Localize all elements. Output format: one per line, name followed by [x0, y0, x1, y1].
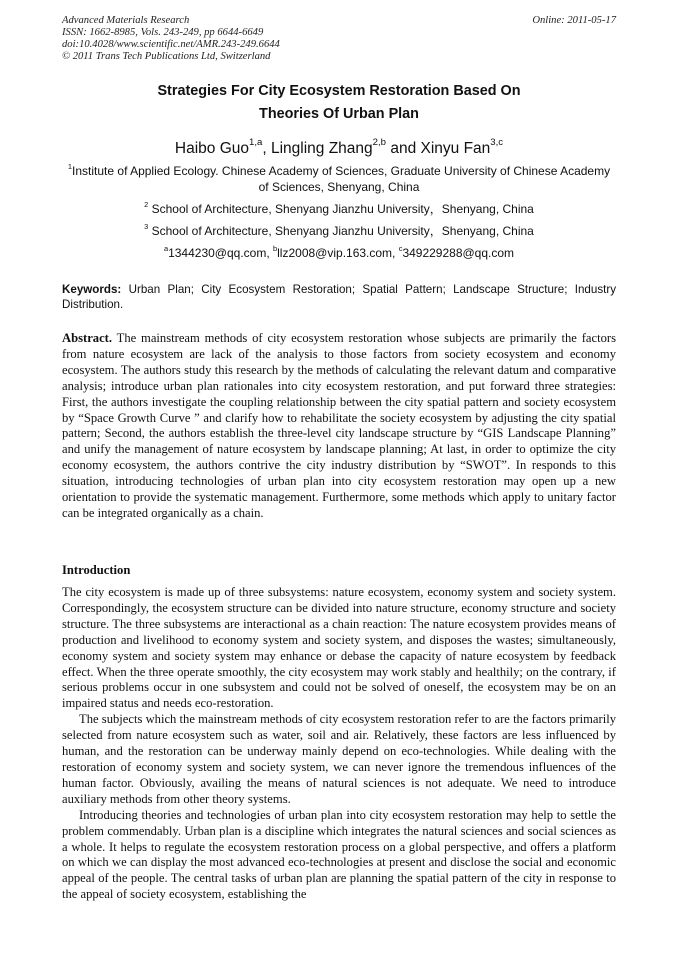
author-conjunction: and [386, 140, 421, 157]
email-a: 1344230@qq.com, [168, 246, 273, 260]
keywords-text: Urban Plan; City Ecosystem Restoration; Spatial Pattern; Landscape Structure; Industry Distribution. [62, 283, 616, 311]
introduction-body [62, 585, 616, 903]
intro-paragraph-1: The city ecosystem is made up of three subsystems: nature ecosystem, economy system and society system. Correspondingly, the ecosystem structure can be divided into nature structure, economy structure and society structure. The three subsystems are interactional as a chain reaction: The nature ecosystem provides means of production and livelihood to economy system and society system, and disposes the wastes; simultaneously, economy system and society system may enhance or debase the capacity of nature ecosystem by feedback effect. When the three operate smoothly, the city ecosystem may work stably and healthily; on the contrary, if serious problems occur in one subsystem and could not be solved of oneself, the ecosystem may be on an impaired status and needs eco-restoration. [62, 585, 616, 711]
abstract-label: Abstract. [62, 331, 113, 345]
affiliation-3-text: School of Architecture, Shenyang Jianzhu University，Shenyang, China [148, 224, 534, 238]
intro-paragraph-3: Introducing theories and technologies of urban plan into city ecosystem restoration may help to settle the problem commendably. Urban plan is a discipline which integrates the natural sciences and social sciences as a whole. It helps to regulate the ecosystem restoration process on a global perspective, and offers a platform on which we can display the most advanced eco-technologies at present and disclose the social and economic appeal of the people. The central tasks of urban plan are planning the spatial pattern of the city in response to the appeal of society ecosystem, establishing the [62, 807, 616, 902]
keywords-label: Keywords: [62, 283, 122, 296]
email-c: 349229288@qq.com [402, 246, 515, 260]
affiliation-1 [62, 163, 616, 195]
section-heading-introduction: Introduction [62, 563, 131, 577]
affiliation-3 [62, 223, 616, 239]
abstract [62, 331, 616, 522]
affiliation-1-marker: 1 [67, 161, 73, 171]
intro-paragraph-2: The subjects which the mainstream methods of city ecosystem restoration refer to are the factors primarily selected from nature ecosystem such as water, soil and air. Relatively, these factors are less influenced by human, and the restoration can be underway mainly depend on eco-technologies. While dealing with the restoration of economy system and society system, we can never ignore the tremendous influences of the human factor. Obviously, availing the means of natural sciences is not adequate. We need to introduce auxiliary methods from other theory systems. [62, 712, 616, 806]
journal-name: Advanced Materials Research [62, 15, 190, 26]
paper-title [62, 80, 616, 126]
abstract-text: The mainstream methods of city ecosystem restoration whose subjects are primarily the factors from nature ecosystem are lack of the analysis to those factors from society ecosystem and economy ecosystem. The authors study this research by the methods of calculating the relevant datum and comparative analysis; introduce urban plan rationales into city ecosystem restoration, and put forward three strategies: First, the authors investigate the coupling relationship between the city spatial pattern and society ecosystem by “Space Growth Curve ” and clarify how to rehabilitate the society ecosystem by adjusting the city spatial pattern; Second, the authors establish the three-level city landscape structure by “GIS Landscape Planning” and unify the management of nature ecosystem by landscape planning; At last, in order to optimize the city economy ecosystem, the authors contrive the city industry distribution by “SWOT”. In responds to this situation, introducing technologies of urban plan into city ecosystem restoration may open up a new orientation to provide the systematic management. Furthermore, some methods which apply to unitary factor can be integrated organically as a chain. [62, 331, 616, 520]
email-a-marker: a [163, 243, 169, 253]
author-2-marker: 2,b [372, 137, 387, 149]
affiliation-2-text: School of Architecture, Shenyang Jianzhu University，Shenyang, China [148, 202, 534, 216]
email-line [62, 245, 616, 261]
email-b-marker: b [273, 243, 278, 253]
author-2-name: Lingling Zhang [270, 140, 373, 157]
affiliation-2 [62, 201, 616, 217]
email-b: llz2008@vip.163.com, [277, 246, 399, 260]
issn-line: ISSN: 1662-8985, Vols. 243-249, pp 6644-6649 [62, 27, 264, 38]
author-1-marker: 1,a [249, 137, 263, 149]
author-3-marker: 3,c [490, 137, 504, 149]
copyright-line: © 2011 Trans Tech Publications Ltd, Switzerland [62, 51, 271, 62]
affiliation-3-marker: 3 [144, 221, 149, 231]
online-date: Online: 2011-05-17 [532, 15, 616, 26]
doi-line: doi:10.4028/www.scientific.net/AMR.243-249.6644 [62, 39, 280, 50]
author-3-name: Xinyu Fan [420, 140, 491, 157]
affiliation-1-text: Institute of Applied Ecology. Chinese Academy of Sciences, Graduate University of Chinese Academy of Sciences, Shenyang, China [72, 164, 611, 194]
email-c-marker: c [398, 243, 403, 253]
title-line-2: Theories Of Urban Plan [259, 106, 419, 122]
author-list: Haibo Guo$^{1,a}$, Lingling Zhang$^{2,b}$ and Xinyu Fan$^{3,c}$ [174, 137, 504, 157]
title-line-1: Strategies For City Ecosystem Restoration Based On [157, 83, 521, 99]
author-1-name: Haibo Guo [174, 140, 249, 157]
keywords [62, 282, 616, 312]
running-header [62, 15, 616, 63]
affiliation-2-marker: 2 [144, 199, 149, 209]
